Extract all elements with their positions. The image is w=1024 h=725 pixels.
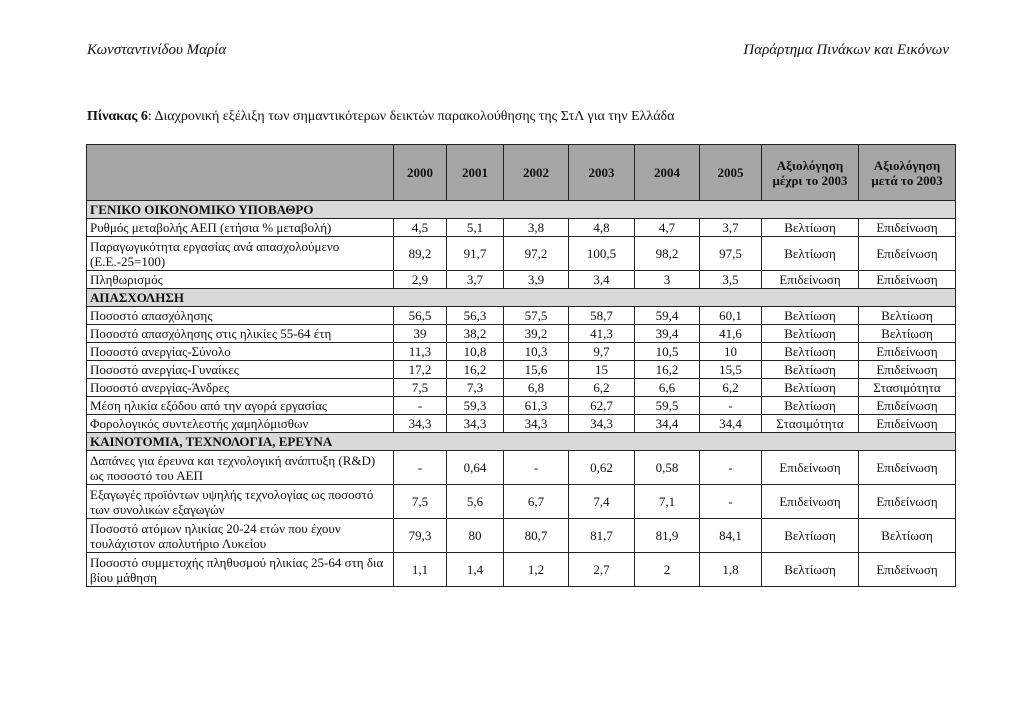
- section-title: ΓΕΝΙΚΟ ΟΙΚΟΝΟΜΙΚΟ ΥΠΟΒΑΘΡΟ: [87, 201, 956, 219]
- indicator-label: Ποσοστό ατόμων ηλικίας 20-24 ετών που έχουν τουλάχιστον απολυτήριο Λυκείου: [87, 519, 394, 553]
- value-cell: 7,5: [394, 379, 447, 397]
- value-cell: 1,2: [504, 553, 569, 587]
- value-cell: 4,5: [394, 219, 447, 237]
- value-cell: 3,8: [504, 219, 569, 237]
- value-cell: 1,4: [447, 553, 504, 587]
- value-cell: 3,7: [700, 219, 762, 237]
- value-cell: 61,3: [504, 397, 569, 415]
- value-cell: -: [700, 397, 762, 415]
- eval-after-cell: Επιδείνωση: [859, 237, 956, 271]
- value-cell: 10,5: [635, 343, 700, 361]
- value-cell: 1,8: [700, 553, 762, 587]
- value-cell: 81,9: [635, 519, 700, 553]
- value-cell: 97,2: [504, 237, 569, 271]
- value-cell: 7,3: [447, 379, 504, 397]
- indicator-label: Ποσοστό ανεργίας-Άνδρες: [87, 379, 394, 397]
- value-cell: 5,1: [447, 219, 504, 237]
- eval-after-cell: Επιδείνωση: [859, 451, 956, 485]
- value-cell: 6,8: [504, 379, 569, 397]
- eval-before-cell: Επιδείνωση: [762, 485, 859, 519]
- value-cell: -: [394, 451, 447, 485]
- value-cell: 89,2: [394, 237, 447, 271]
- value-cell: 34,4: [635, 415, 700, 433]
- value-cell: 2,7: [569, 553, 635, 587]
- value-cell: 98,2: [635, 237, 700, 271]
- col-header: 2000: [394, 145, 447, 201]
- value-cell: 7,4: [569, 485, 635, 519]
- value-cell: -: [504, 451, 569, 485]
- eval-before-cell: Στασιμότητα: [762, 415, 859, 433]
- value-cell: 84,1: [700, 519, 762, 553]
- value-cell: 10: [700, 343, 762, 361]
- eval-before-cell: Βελτίωση: [762, 553, 859, 587]
- indicators-table: [86, 144, 956, 587]
- section-row: [87, 201, 956, 219]
- value-cell: 79,3: [394, 519, 447, 553]
- eval-after-cell: Επιδείνωση: [859, 361, 956, 379]
- value-cell: 41,6: [700, 325, 762, 343]
- value-cell: 15,5: [700, 361, 762, 379]
- eval-after-cell: Επιδείνωση: [859, 271, 956, 289]
- eval-before-cell: Επιδείνωση: [762, 271, 859, 289]
- table-row: [87, 219, 956, 237]
- value-cell: 0,62: [569, 451, 635, 485]
- table-row: [87, 553, 956, 587]
- header-section: Παράρτημα Πινάκων και Εικόνων: [743, 42, 949, 58]
- header-author: Κωνσταντινίδου Μαρία: [87, 42, 227, 58]
- value-cell: 58,7: [569, 307, 635, 325]
- value-cell: 34,3: [394, 415, 447, 433]
- table-row: [87, 237, 956, 271]
- value-cell: 7,5: [394, 485, 447, 519]
- eval-after-cell: Στασιμότητα: [859, 379, 956, 397]
- value-cell: 60,1: [700, 307, 762, 325]
- eval-before-cell: Βελτίωση: [762, 343, 859, 361]
- eval-before-cell: Βελτίωση: [762, 519, 859, 553]
- table-row: [87, 519, 956, 553]
- value-cell: 38,2: [447, 325, 504, 343]
- header-row: [87, 145, 956, 201]
- caption-prefix: Πίνακας 6: [87, 109, 148, 124]
- table-row: [87, 485, 956, 519]
- value-cell: 97,5: [700, 237, 762, 271]
- value-cell: 59,3: [447, 397, 504, 415]
- caption-text: : Διαχρονική εξέλιξη των σημαντικότερων δεικτών παρακολούθησης της ΣτΛ για την Ελλάδα: [147, 109, 675, 124]
- value-cell: 6,2: [700, 379, 762, 397]
- value-cell: 17,2: [394, 361, 447, 379]
- eval-after-cell: Επιδείνωση: [859, 485, 956, 519]
- value-cell: -: [394, 397, 447, 415]
- col-header: 2005: [700, 145, 762, 201]
- value-cell: 56,3: [447, 307, 504, 325]
- value-cell: 3,5: [700, 271, 762, 289]
- eval-before-cell: Βελτίωση: [762, 379, 859, 397]
- value-cell: 80: [447, 519, 504, 553]
- indicator-label: Ποσοστό απασχόλησης στις ηλικίες 55-64 έτη: [87, 325, 394, 343]
- indicator-label: Ποσοστό απασχόλησης: [87, 307, 394, 325]
- col-header: 2003: [569, 145, 635, 201]
- value-cell: 10,8: [447, 343, 504, 361]
- col-header-eval-after: Αξιολόγηση μετά το 2003: [859, 145, 956, 201]
- value-cell: 6,6: [635, 379, 700, 397]
- section-title: ΚΑΙΝΟΤΟΜΙΑ, ΤΕΧΝΟΛΟΓΙΑ, ΕΡΕΥΝΑ: [87, 433, 956, 451]
- indicator-label: Εξαγωγές προϊόντων υψηλής τεχνολογίας ως ποσοστό των συνολικών εξαγωγών: [87, 485, 394, 519]
- value-cell: 39,2: [504, 325, 569, 343]
- value-cell: 4,7: [635, 219, 700, 237]
- value-cell: 80,7: [504, 519, 569, 553]
- value-cell: -: [700, 451, 762, 485]
- value-cell: 39: [394, 325, 447, 343]
- value-cell: 3,7: [447, 271, 504, 289]
- value-cell: 10,3: [504, 343, 569, 361]
- value-cell: 39,4: [635, 325, 700, 343]
- eval-before-cell: Βελτίωση: [762, 361, 859, 379]
- table-row: [87, 343, 956, 361]
- value-cell: 11,3: [394, 343, 447, 361]
- eval-before-cell: Βελτίωση: [762, 307, 859, 325]
- eval-after-cell: Επιδείνωση: [859, 415, 956, 433]
- value-cell: 4,8: [569, 219, 635, 237]
- table-row: [87, 307, 956, 325]
- indicator-label: Ποσοστό ανεργίας-Σύνολο: [87, 343, 394, 361]
- value-cell: 9,7: [569, 343, 635, 361]
- value-cell: 0,58: [635, 451, 700, 485]
- value-cell: 34,3: [504, 415, 569, 433]
- value-cell: 6,2: [569, 379, 635, 397]
- col-header: 2004: [635, 145, 700, 201]
- value-cell: 3: [635, 271, 700, 289]
- value-cell: 16,2: [635, 361, 700, 379]
- table-row: [87, 325, 956, 343]
- value-cell: 3,9: [504, 271, 569, 289]
- table-caption: [87, 109, 674, 125]
- value-cell: 56,5: [394, 307, 447, 325]
- value-cell: 100,5: [569, 237, 635, 271]
- col-header: 2002: [504, 145, 569, 201]
- col-header: 2001: [447, 145, 504, 201]
- value-cell: 59,4: [635, 307, 700, 325]
- indicator-label: Πληθωρισμός: [87, 271, 394, 289]
- value-cell: 7,1: [635, 485, 700, 519]
- section-title: ΑΠΑΣΧΟΛΗΣΗ: [87, 289, 956, 307]
- table-row: [87, 397, 956, 415]
- indicator-label: Ποσοστό ανεργίας-Γυναίκες: [87, 361, 394, 379]
- table-row: [87, 451, 956, 485]
- section-row: [87, 433, 956, 451]
- header-empty-cell: [87, 145, 394, 201]
- value-cell: 62,7: [569, 397, 635, 415]
- indicator-label: Μέση ηλικία εξόδου από την αγορά εργασίας: [87, 397, 394, 415]
- eval-after-cell: Επιδείνωση: [859, 553, 956, 587]
- eval-after-cell: Επιδείνωση: [859, 219, 956, 237]
- value-cell: 34,3: [569, 415, 635, 433]
- eval-after-cell: Επιδείνωση: [859, 397, 956, 415]
- value-cell: 15: [569, 361, 635, 379]
- value-cell: 57,5: [504, 307, 569, 325]
- value-cell: 2,9: [394, 271, 447, 289]
- value-cell: 34,4: [700, 415, 762, 433]
- value-cell: 2: [635, 553, 700, 587]
- value-cell: 59,5: [635, 397, 700, 415]
- value-cell: 1,1: [394, 553, 447, 587]
- col-header-eval-before: Αξιολόγηση μέχρι το 2003: [762, 145, 859, 201]
- table-row: [87, 361, 956, 379]
- value-cell: -: [700, 485, 762, 519]
- eval-before-cell: Επιδείνωση: [762, 451, 859, 485]
- eval-before-cell: Βελτίωση: [762, 237, 859, 271]
- eval-before-cell: Βελτίωση: [762, 219, 859, 237]
- value-cell: 6,7: [504, 485, 569, 519]
- eval-after-cell: Βελτίωση: [859, 307, 956, 325]
- value-cell: 81,7: [569, 519, 635, 553]
- table-row: [87, 415, 956, 433]
- section-row: [87, 289, 956, 307]
- table-row: [87, 379, 956, 397]
- eval-after-cell: Βελτίωση: [859, 519, 956, 553]
- table-body: [87, 201, 956, 587]
- value-cell: 15,6: [504, 361, 569, 379]
- value-cell: 0,64: [447, 451, 504, 485]
- eval-after-cell: Βελτίωση: [859, 325, 956, 343]
- eval-after-cell: Επιδείνωση: [859, 343, 956, 361]
- value-cell: 3,4: [569, 271, 635, 289]
- indicator-label: Ποσοστό συμμετοχής πληθυσμού ηλικίας 25-64 στη δια βίου μάθηση: [87, 553, 394, 587]
- table-row: [87, 271, 956, 289]
- eval-before-cell: Βελτίωση: [762, 397, 859, 415]
- indicator-label: Ρυθμός μεταβολής ΑΕΠ (ετήσια % μεταβολή): [87, 219, 394, 237]
- indicator-label: Παραγωγικότητα εργασίας ανά απασχολούμενο (Ε.Ε.-25=100): [87, 237, 394, 271]
- indicator-label: Δαπάνες για έρευνα και τεχνολογική ανάπτυξη (R&D) ως ποσοστό του ΑΕΠ: [87, 451, 394, 485]
- value-cell: 91,7: [447, 237, 504, 271]
- value-cell: 34,3: [447, 415, 504, 433]
- indicator-label: Φορολογικός συντελεστής χαμηλόμισθων: [87, 415, 394, 433]
- value-cell: 5,6: [447, 485, 504, 519]
- value-cell: 41,3: [569, 325, 635, 343]
- value-cell: 16,2: [447, 361, 504, 379]
- eval-before-cell: Βελτίωση: [762, 325, 859, 343]
